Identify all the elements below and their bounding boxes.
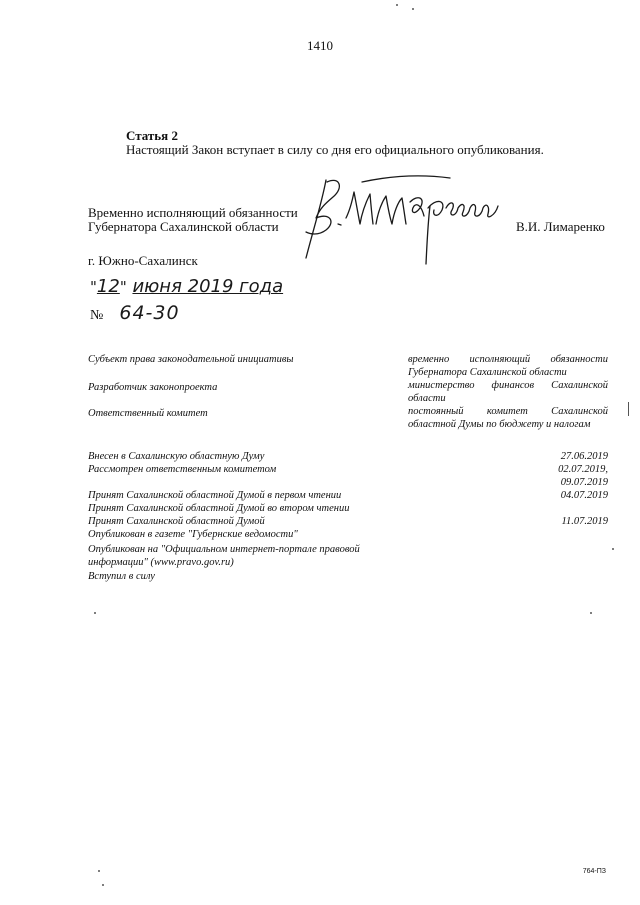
date-month-year: июня 2019 года (132, 276, 284, 297)
date-day: 12 (96, 276, 120, 297)
developer-label: Разработчик законопроекта (88, 382, 218, 393)
committee-value: постоянный комитет Сахалинской областной Думы по бюджету и налогам (408, 406, 608, 430)
place-of-signing: г. Южно-Сахалинск (88, 253, 198, 268)
status-row-label: Вступил в силу (88, 571, 155, 582)
status-row-date: 11.07.2019 (561, 516, 608, 527)
status-row-label: Опубликован в газете "Губернские ведомости" (88, 529, 298, 540)
law-number (90, 302, 180, 324)
subject-label: Субъект права законодательной инициативы (88, 354, 294, 365)
date-quote-close: " (119, 278, 127, 296)
status-row-label: Опубликован на "Официальном интернет-портале правовой (88, 544, 360, 555)
handwritten-signature (300, 172, 505, 267)
document-code: 764-ПЗ (582, 868, 606, 875)
signing-date (90, 276, 283, 297)
status-row-label-2: информации" (www.pravo.gov.ru) (88, 557, 234, 568)
scan-speck (102, 884, 104, 886)
page-number: 1410 (307, 38, 333, 53)
number-sign: № (90, 308, 104, 323)
status-row-label: Рассмотрен ответственным комитетом (88, 464, 277, 475)
status-row-label: Принят Сахалинской областной Думой (88, 516, 265, 527)
scan-speck (94, 612, 96, 614)
status-row-label: Принят Сахалинской областной Думой во втором чтении (88, 503, 350, 514)
scan-speck (590, 612, 592, 614)
signer-position-line1: Временно исполняющий обязанности (88, 205, 298, 220)
date-quote-open: " (90, 278, 97, 296)
status-row-date-2: 09.07.2019 (560, 477, 608, 488)
status-row-date: 27.06.2019 (560, 451, 608, 462)
article-title: Статья 2 (126, 128, 178, 143)
developer-value: министерство финансов Сахалинской области (408, 380, 608, 404)
number-value: 64-30 (119, 302, 180, 324)
scan-speck (628, 402, 629, 416)
signer-name: В.И. Лимаренко (516, 219, 605, 234)
scan-speck (98, 870, 100, 872)
scan-speck (612, 548, 614, 550)
status-row-label: Принят Сахалинской областной Думой в первом чтении (88, 490, 342, 501)
signer-position-line2: Губернатора Сахалинской области (88, 219, 279, 234)
scan-speck (396, 4, 398, 6)
status-row-date: 04.07.2019 (560, 490, 608, 501)
status-row-date: 02.07.2019, (558, 464, 608, 475)
status-row-label: Внесен в Сахалинскую областную Думу (88, 451, 265, 462)
committee-label: Ответственный комитет (88, 408, 208, 419)
subject-value: временно исполняющий обязанности Губернатора Сахалинской области (408, 354, 608, 378)
scan-speck (412, 8, 414, 10)
article-text: Настоящий Закон вступает в силу со дня его официального опубликования. (126, 142, 544, 157)
